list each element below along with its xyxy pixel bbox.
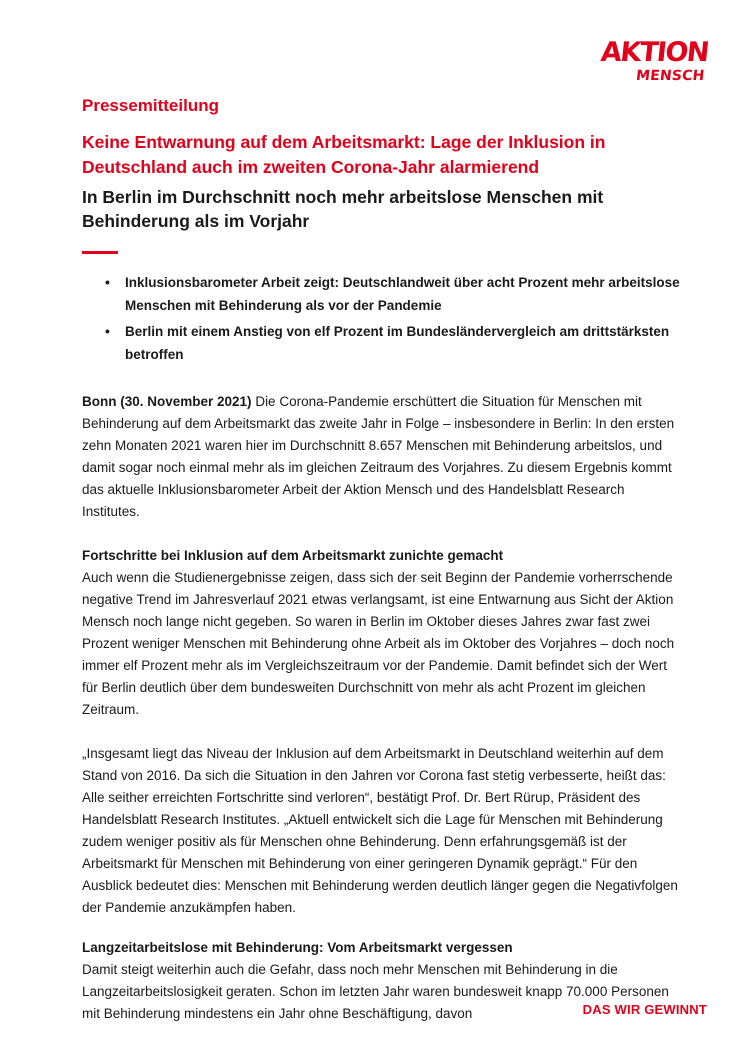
section-heading: Fortschritte bei Inklusion auf dem Arbeitsmarkt zunichte gemacht <box>82 548 504 563</box>
press-release-body <box>82 94 682 1025</box>
intro-text: Die Corona-Pandemie erschüttert die Situation für Menschen mit Behinderung auf dem Arbeitsmarkt das zweite Jahr in Folge – insbesondere in Berlin: In den ersten zehn Monaten 2021 waren hier im Durchschnitt 8.657 Menschen mit Behinderung arbeitslos, und damit sogar noch einmal mehr als im gleichen Zeitraum des Vorjahres. Zu diesem Ergebnis kommt das aktuelle Inklusionsbarometer Arbeit der Aktion Mensch und des Handelsblatt Research Institutes. <box>82 394 675 519</box>
dateline: Bonn (30. November 2021) <box>82 394 252 409</box>
section-progress <box>82 545 682 721</box>
key-point: • Inklusionsbarometer Arbeit zeigt: Deutschlandweit über acht Prozent mehr arbeitslose Menschen mit Behinderung als vor der Pandemie <box>125 271 682 317</box>
section-text: Auch wenn die Studienergebnisse zeigen, dass sich der seit Beginn der Pandemie vorherrschende negative Trend im Jahresverlauf 2021 etwas verlangsamt, ist eine Entwarnung aus Sicht der Aktion Mensch noch lange nicht gegeben. So waren in Berlin im Oktober dieses Jahres zwar fast zwei Prozent weniger Menschen mit Behinderung ohne Arbeit als im Oktober des Vorjahres – doch noch immer elf Prozent mehr als im Vergleichszeitraum vor der Pandemie. Damit befindet sich der Wert für Berlin deutlich über dem bundesweiten Durchschnitt von mehr als acht Prozent im gleichen Zeitraum. <box>82 570 675 717</box>
aktion-mensch-logo <box>584 38 710 90</box>
intro-paragraph <box>82 391 682 523</box>
key-points-list <box>82 271 682 366</box>
footer-claim: DAS WIR GEWINNT <box>582 1002 707 1017</box>
subheadline: In Berlin im Durchschnitt noch mehr arbeitslose Menschen mit Behinderung als im Vorjahr <box>82 187 604 231</box>
document-label: Pressemitteilung <box>82 96 219 115</box>
section-text: Damit steigt weiterhin auch die Gefahr, dass noch mehr Menschen mit Behinderung in die Langzeitarbeitslosigkeit geraten. Schon im letzten Jahr waren bundesweit knapp 70.000 Personen mit Behinderung mindestens ein Jahr ohne Beschäftigung, davon <box>82 962 669 1021</box>
red-divider <box>82 251 118 254</box>
logo-wordmark-mensch: MENSCH <box>634 68 705 84</box>
quote-paragraph: „Insgesamt liegt das Niveau der Inklusion auf dem Arbeitsmarkt in Deutschland weiterhin auf dem Stand von 2016. Da sich die Situation in den Jahren vor Corona fast stetig verbesserte, heißt das: Alle seither erreichten Fortschritte sind verloren“, bestätigt Prof. Dr. Bert Rürup, Präsident des Handelsblatt Research Institutes. „Aktuell entwickelt sich die Lage für Menschen mit Behinderung zudem weniger positiv als für Menschen ohne Behinderung. Denn erfahrungsgemäß ist der Arbeitsmarkt für Menschen mit Behinderung von einer geringeren Dynamik geprägt.“ Für den Ausblick bedeutet dies: Menschen mit Behinderung werden deutlich länger gegen die Negativfolgen der Pandemie anzukämpfen haben. <box>82 746 678 915</box>
section-heading: Langzeitarbeitslose mit Behinderung: Vom Arbeitsmarkt vergessen <box>82 940 513 955</box>
logo-wordmark-aktion: AKTION <box>599 37 710 68</box>
key-point: • Berlin mit einem Anstieg von elf Prozent im Bundesländervergleich am drittstärksten betroffen <box>125 320 682 366</box>
headline: Keine Entwarnung auf dem Arbeitsmarkt: Lage der Inklusion in Deutschland auch im zweiten Corona-Jahr alarmierend <box>82 132 606 177</box>
